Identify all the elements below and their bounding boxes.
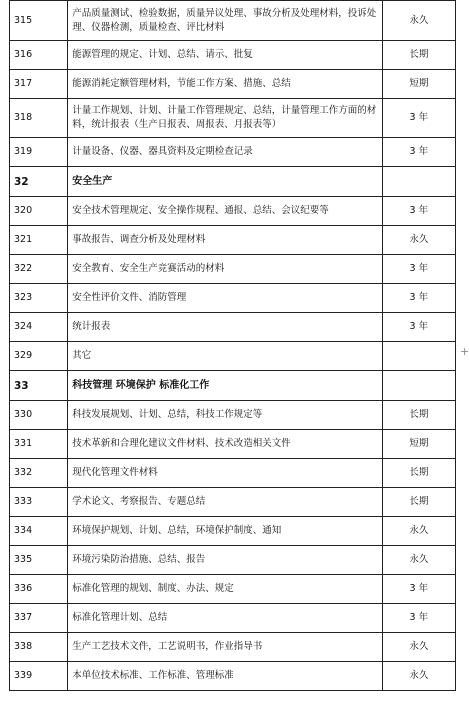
table-row [10,662,456,691]
retention-period-cell: 长期 [382,401,455,430]
retention-period-cell: 永久 [382,546,455,575]
retention-period-cell: 3 年 [382,255,455,284]
section-row [10,167,456,197]
table-row [10,517,456,546]
row-number-cell: 331 [10,430,68,459]
row-number-cell: 335 [10,546,68,575]
row-number-cell: 329 [10,342,68,371]
retention-period-cell: 永久 [382,662,455,691]
retention-period-cell: 长期 [382,459,455,488]
content-cell: 安全性评价文件、消防管理 [68,284,382,313]
table-row [10,401,456,430]
content-cell: 环境污染防治措施、总结、报告 [68,546,382,575]
retention-period-cell: 永久 [382,517,455,546]
content-cell: 科技发展规划、计划、总结，科技工作规定等 [68,401,382,430]
retention-period-cell: 3 年 [382,197,455,226]
content-cell: 学术论文、考察报告、专题总结 [68,488,382,517]
row-number-cell: 337 [10,604,68,633]
content-cell: 计量工作规划、计划、计量工作管理规定、总结，计量管理工作方面的材料，统计报表（生产日报表、周报表、月报表等） [68,99,382,138]
table-row [10,604,456,633]
table-row [10,488,456,517]
row-number-cell: 338 [10,633,68,662]
table-resize-handle[interactable]: + [460,345,469,358]
retention-period-cell: 3 年 [382,284,455,313]
retention-period-cell [382,167,455,197]
content-cell: 标准化管理的规划、制度、办法、规定 [68,575,382,604]
table-row [10,197,456,226]
content-cell: 技术革新和合理化建议文件材料、技术改造相关文件 [68,430,382,459]
content-cell: 安全技术管理规定、安全操作规程、通报、总结、会议纪要等 [68,197,382,226]
row-number-cell: 319 [10,138,68,167]
retention-period-cell: 3 年 [382,313,455,342]
table-row [10,430,456,459]
row-number-cell: 336 [10,575,68,604]
retention-period-cell: 永久 [382,1,455,41]
content-cell: 现代化管理文件材料 [68,459,382,488]
retention-period-cell: 3 年 [382,604,455,633]
content-cell: 本单位技术标准、工作标准、管理标准 [68,662,382,691]
retention-period-cell: 长期 [382,488,455,517]
content-cell: 产品质量测试、检验数据，质量异议处理、事故分析及处理材料，投诉处理、仪器检测，质量检查、评比材料 [68,1,382,41]
table-body [10,1,456,691]
table-row [10,70,456,99]
retention-period-cell: 3 年 [382,575,455,604]
row-number-cell: 334 [10,517,68,546]
table-row [10,546,456,575]
content-cell: 其它 [68,342,382,371]
table-row [10,633,456,662]
row-number-cell: 322 [10,255,68,284]
content-cell: 安全教育、安全生产竞赛活动的材料 [68,255,382,284]
row-number-cell: 330 [10,401,68,430]
content-cell: 生产工艺技术文件，工艺说明书，作业指导书 [68,633,382,662]
content-cell: 标准化管理计划、总结 [68,604,382,633]
content-cell: 环境保护规划、计划、总结，环境保护制度、通知 [68,517,382,546]
row-number-cell: 32 [10,167,68,197]
table-row [10,575,456,604]
row-number-cell: 320 [10,197,68,226]
retention-period-cell: 短期 [382,430,455,459]
content-cell: 统计报表 [68,313,382,342]
table-row [10,41,456,70]
row-number-cell: 339 [10,662,68,691]
content-cell: 能源管理的规定、计划、总结、请示、批复 [68,41,382,70]
row-number-cell: 316 [10,41,68,70]
retention-period-cell: 短期 [382,70,455,99]
content-cell: 计量设备、仪器、器具资料及定期检查记录 [68,138,382,167]
content-cell: 事故报告、调查分析及处理材料 [68,226,382,255]
row-number-cell: 323 [10,284,68,313]
row-number-cell: 333 [10,488,68,517]
row-number-cell: 33 [10,371,68,401]
table-row [10,313,456,342]
section-row [10,371,456,401]
row-number-cell: 315 [10,1,68,41]
table-row [10,284,456,313]
table-row [10,1,456,41]
table-row [10,226,456,255]
content-cell: 科技管理 环境保护 标准化工作 [68,371,382,401]
retention-period-cell: 3 年 [382,99,455,138]
retention-period-cell: 永久 [382,633,455,662]
row-number-cell: 324 [10,313,68,342]
retention-period-cell [382,342,455,371]
table-row [10,342,456,371]
table-row [10,459,456,488]
retention-period-cell: 长期 [382,41,455,70]
retention-period-cell: 永久 [382,226,455,255]
row-number-cell: 317 [10,70,68,99]
table-row [10,255,456,284]
row-number-cell: 318 [10,99,68,138]
retention-period-cell: 3 年 [382,138,455,167]
content-cell: 能源消耗定额管理材料，节能工作方案、措施、总结 [68,70,382,99]
row-number-cell: 332 [10,459,68,488]
table-row [10,138,456,167]
retention-schedule-table [9,0,456,691]
retention-period-cell [382,371,455,401]
content-cell: 安全生产 [68,167,382,197]
row-number-cell: 321 [10,226,68,255]
table-row [10,99,456,138]
